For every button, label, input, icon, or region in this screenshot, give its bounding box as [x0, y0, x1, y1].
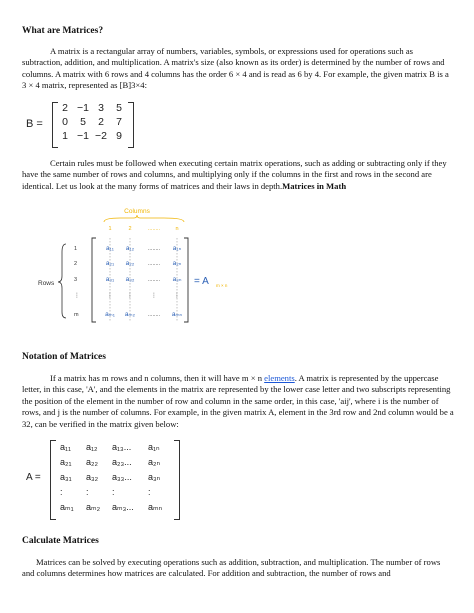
- paragraph-calculate: [22, 557, 454, 580]
- matrix-b-cell: 5: [80, 116, 86, 128]
- result-label: = A: [194, 276, 209, 287]
- col-dots: ........: [147, 226, 161, 232]
- matrix-b-cell: 9: [116, 130, 122, 142]
- diagram-right-bracket: [184, 238, 188, 322]
- heading-calculate-matrices: Calculate Matrices: [22, 536, 99, 546]
- diagram-element: aₘₙ: [171, 311, 183, 318]
- matrix-a-label: A =: [26, 472, 41, 483]
- matrix-a-cell: :: [86, 487, 89, 497]
- paragraph-matrix-rules: [22, 158, 454, 192]
- diagram-element: a₃ₙ: [172, 276, 182, 283]
- matrix-b-right-bracket: [128, 102, 134, 148]
- diagram-row-dots: ........: [147, 261, 161, 267]
- matrix-b-cell: 3: [98, 102, 104, 114]
- matrix-b-cell: 2: [62, 102, 68, 114]
- matrix-a-cell: a₁₂: [86, 442, 98, 452]
- matrix-a-cell: a₃ₙ: [148, 472, 161, 482]
- diagram-element: a₂₂: [125, 260, 135, 267]
- matrix-b-cell: 2: [98, 116, 104, 128]
- matrix-a-cell: aₘ₃...: [112, 502, 134, 512]
- paragraph-matrix-rules-text: Certain rules must be followed when executing certain matrix operations, such as adding or subtracting only if they have the same number of rows and columns, and multiplying only if the columns in the first and rows in the second are identical. Let us look at the many forms of matrices and their laws in depth.: [22, 158, 447, 191]
- col-index-n: n: [175, 226, 179, 232]
- diagram-left-bracket: [92, 238, 96, 322]
- matrix-b-equation: [26, 102, 146, 152]
- matrix-b-cell: −1: [77, 102, 89, 114]
- matrix-b-cell: −1: [77, 130, 89, 142]
- diagram-cells: [105, 245, 182, 318]
- diagram-element: a₂ₙ: [172, 260, 182, 267]
- col-index-2: 2: [128, 226, 132, 232]
- diagram-row-dots: ........: [147, 246, 161, 252]
- heading-notation-of-matrices: Notation of Matrices: [22, 352, 106, 362]
- matrix-a-cell: a₁₃...: [112, 442, 132, 452]
- paragraph-matrix-definition-text: A matrix is a rectangular array of numbers, variables, symbols, or expressions used for operations such as subtraction, addition, and multiplication. A matrix's size (also known as its order) is determined by the number of rows and columns. A matrix with 6 rows and 4 columns has the order 6 × 4 and is read as 6 by 4. For example, the given matrix B is a 3 × 4 matrix, represented as [B]3×4:: [22, 46, 449, 91]
- diagram-row-dots: ........: [147, 312, 161, 318]
- matrix-b-cell: 7: [116, 116, 122, 128]
- diagram-element: a₃₁: [105, 276, 115, 283]
- matrix-diagram: [34, 204, 244, 328]
- columns-label: Columns: [124, 208, 150, 215]
- matrix-a-equation: [24, 440, 194, 522]
- matrix-a-cell: a₁₁: [60, 442, 72, 452]
- paragraph-notation: [22, 373, 454, 430]
- diagram-row-dots: ........: [147, 277, 161, 283]
- diagram-element: a₁ₙ: [172, 245, 182, 252]
- matrix-a-cell: :: [60, 487, 63, 497]
- diagram-vertical-dots: ⋮: [174, 293, 180, 299]
- matrix-a-cell: a₃₂: [86, 472, 99, 482]
- diagram-element: a₂₁: [105, 260, 115, 267]
- matrix-a-cell: a₃₁: [60, 472, 72, 482]
- notation-text-b: . A matrix is represented by the uppercase letter, in this case, 'A', and the elements in the matrix are represented by the lower case letter and two subscripts representing the position of the element in the number of row and column in the same order, in this case, 'aij', where i is the number of rows, and j is the number of columns. For example, in the given matrix A, element in the 3rd row and 2nd column would be a 32, can be verified in the matrix given below:: [22, 373, 454, 429]
- matrix-a-cell: :: [112, 487, 115, 497]
- diagram-element: aₘ₂: [124, 311, 136, 318]
- rows-brace: [58, 244, 66, 318]
- row-dots: ⋮: [74, 293, 80, 299]
- diagram-element: a₃₂: [125, 276, 135, 283]
- matrices-in-math-bold: Matrices in Math: [282, 180, 347, 191]
- diagram-vertical-dots: ⋮: [127, 293, 133, 299]
- matrix-a-cell: a₂ₙ: [148, 457, 161, 467]
- diagram-element: aₘ₁: [105, 311, 115, 318]
- diagram-vertical-dots: ⋮: [107, 293, 113, 299]
- matrix-b-cell: 0: [62, 116, 68, 128]
- diagram-element: a₁₁: [105, 245, 115, 252]
- matrix-b-label: B =: [26, 118, 43, 130]
- matrix-a-cell: aₘₙ: [148, 502, 163, 512]
- matrix-a-cell: a₂₃...: [112, 457, 132, 467]
- matrix-a-cell: aₘ₂: [86, 502, 101, 512]
- matrix-a-cell: a₂₂: [86, 457, 98, 467]
- matrix-a-cell: a₁ₙ: [148, 442, 160, 452]
- diagram-element: a₁₂: [125, 245, 135, 252]
- matrix-a-cell: :: [148, 487, 151, 497]
- matrix-a-left-bracket: [50, 440, 56, 520]
- matrix-a-cell: a₂₁: [60, 457, 72, 467]
- row-index-3: 3: [74, 277, 78, 283]
- paragraph-matrix-definition: [22, 46, 454, 92]
- heading-what-are-matrices: What are Matrices?: [22, 26, 104, 36]
- row-index-1: 1: [74, 246, 78, 252]
- matrix-a-cell: a₃₃...: [112, 472, 132, 482]
- rows-label: Rows: [38, 280, 55, 287]
- matrix-a-cell: aₘ₁: [60, 502, 74, 512]
- result-subscript: m × n: [216, 283, 228, 288]
- notation-text-a: If a matrix has m rows and n columns, then it will have m × n: [50, 373, 265, 383]
- paragraph-calculate-text: Matrices can be solved by executing operations such as addition, subtraction, and multiplication. The number of rows and columns determines how matrices are calculated. For addition and subtraction, the number of rows and: [22, 557, 441, 579]
- matrix-b-cell: 5: [116, 102, 122, 114]
- diagram-vertical-dots: ⋮: [151, 293, 157, 299]
- matrix-b-cell: −2: [95, 130, 107, 142]
- matrix-b-cell: 1: [62, 130, 68, 142]
- row-index-2: 2: [74, 261, 78, 267]
- row-index-m: m: [74, 312, 79, 318]
- columns-brace: [104, 215, 184, 222]
- elements-link[interactable]: elements: [264, 373, 295, 383]
- col-index-1: 1: [108, 226, 112, 232]
- matrix-a-right-bracket: [174, 440, 180, 520]
